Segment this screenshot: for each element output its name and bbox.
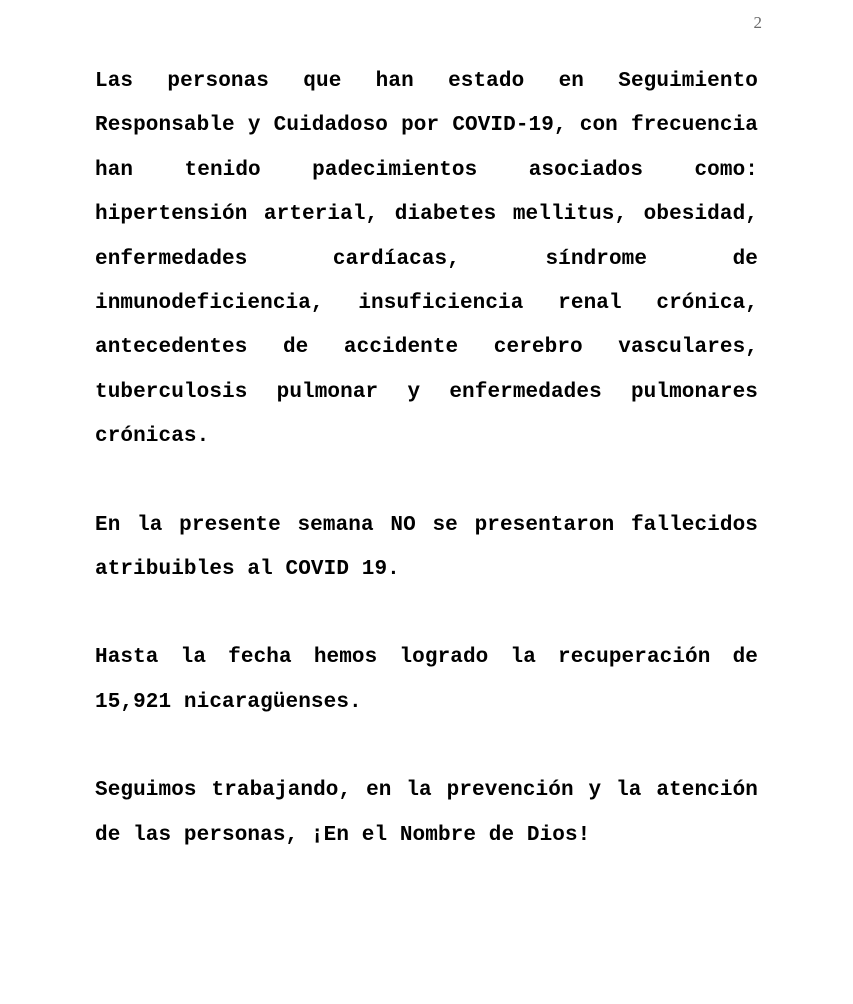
paragraph-recoveries: Hasta la fecha hemos logrado la recuperación de 15,921 nicaragüenses. (95, 646, 758, 714)
paragraph-comorbidities: Las personas que han estado en Seguimiento Responsable y Cuidadoso por COVID-19, con frecuencia han tenido padecimientos asociados como: hipertensión arterial, diabetes mellitus, obesidad, enfermedades cardíacas, síndrome de inmunodeficiencia, insuficiencia renal crónica, antecedentes de accidente cerebro vasculares, tuberculosis pulmonar y enfermedades pulmonares crónicas. (95, 70, 758, 449)
page-number: 2 (753, 13, 762, 32)
paragraph-closing: Seguimos trabajando, en la prevención y la atención de las personas, ¡En el Nombre de Dios! (95, 779, 758, 847)
document-body (95, 60, 758, 858)
paragraph-deaths: En la presente semana NO se presentaron fallecidos atribuibles al COVID 19. (95, 513, 758, 582)
